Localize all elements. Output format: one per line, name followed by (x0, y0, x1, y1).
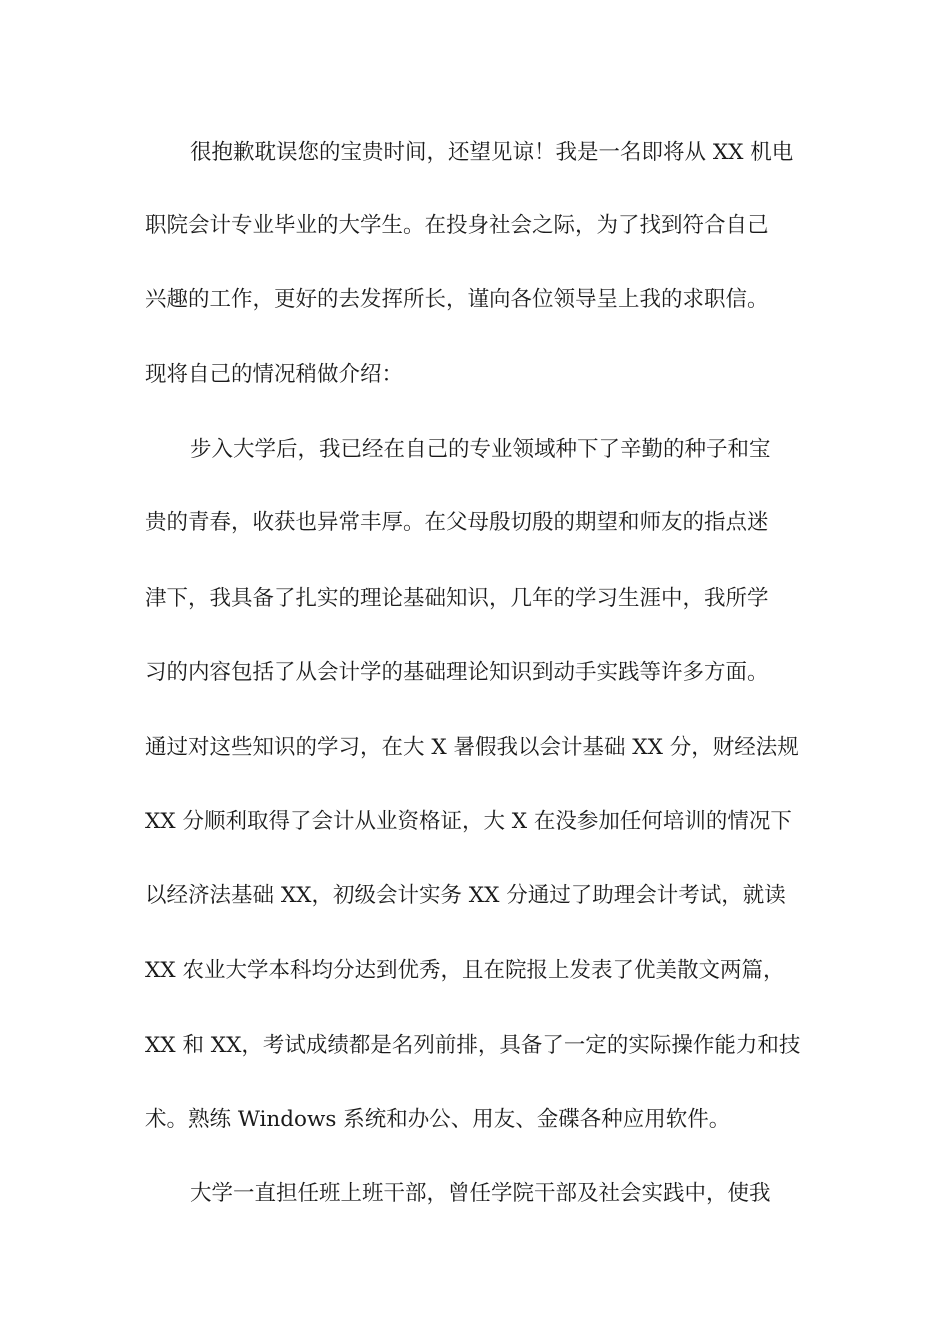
paragraph-2-line-7: 以经济法基础 XX，初级会计实务 XX 分通过了助理会计考试，就读 (145, 883, 786, 908)
paragraph-2-line-3: 津下，我具备了扎实的理论基础知识，几年的学习生涯中，我所学 (145, 586, 769, 611)
paragraph-2-line-1: 步入大学后，我已经在自己的专业领域种下了辛勤的种子和宝 (190, 437, 771, 462)
paragraph-2-line-6: XX 分顺利取得了会计从业资格证，大 X 在没参加任何培训的情况下 (145, 809, 792, 834)
paragraph-2-line-10: 术。熟练 Windows 系统和办公、用友、金碟各种应用软件。 (145, 1107, 731, 1132)
paragraph-2-line-2: 贵的青春，收获也异常丰厚。在父母殷切殷的期望和师友的指点迷 (145, 510, 769, 535)
paragraph-1-line-1: 很抱歉耽误您的宝贵时间，还望见谅！我是一名即将从 XX 机电 (190, 140, 794, 165)
paragraph-1-line-2: 职院会计专业毕业的大学生。在投身社会之际，为了找到符合自己 (145, 213, 769, 238)
paragraph-2-line-4: 习的内容包括了从会计学的基础理论知识到动手实践等许多方面。 (145, 660, 769, 685)
paragraph-1-line-3: 兴趣的工作，更好的去发挥所长，谨向各位领导呈上我的求职信。 (145, 287, 769, 312)
paragraph-2-line-8: XX 农业大学本科均分达到优秀，且在院报上发表了优美散文两篇， (145, 958, 785, 983)
paragraph-1-line-4: 现将自己的情况稍做介绍： (145, 362, 404, 387)
paragraph-2-line-5: 通过对这些知识的学习，在大 X 暑假我以会计基础 XX 分，财经法规 (145, 735, 799, 760)
paragraph-3-line-1: 大学一直担任班上班干部，曾任学院干部及社会实践中，使我 (190, 1181, 771, 1206)
paragraph-2-line-9: XX 和 XX，考试成绩都是名列前排，具备了一定的实际操作能力和技 (145, 1033, 801, 1058)
